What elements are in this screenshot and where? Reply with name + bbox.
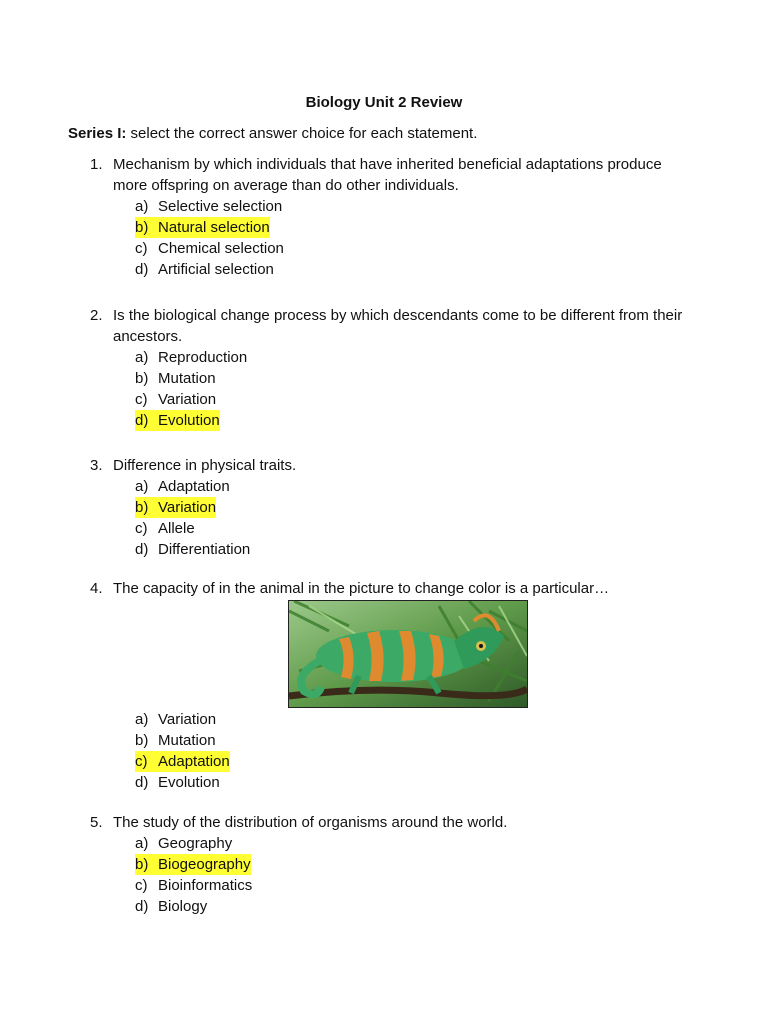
options-list	[135, 347, 690, 431]
option-c-correct	[135, 751, 690, 772]
option-letter: d)	[135, 261, 149, 278]
question-text: Is the biological change process by which descendants come to be different from their ancestors.	[113, 307, 683, 345]
options-list	[135, 833, 690, 917]
options-list	[135, 476, 690, 560]
question-3	[90, 455, 690, 560]
option-text: Selective selection	[158, 198, 283, 215]
option-letter: c)	[135, 520, 148, 537]
option-letter: c)	[135, 877, 148, 894]
option-a	[135, 347, 690, 368]
option-d	[135, 772, 690, 793]
option-letter: d)	[135, 774, 149, 791]
option-letter: c)	[135, 753, 148, 770]
option-text: Biology	[158, 898, 208, 915]
option-b-correct	[135, 497, 690, 518]
question-text: The study of the distribution of organisms around the world.	[113, 814, 508, 831]
option-letter: c)	[135, 240, 148, 257]
option-b-correct	[135, 217, 690, 238]
question-number: 1.	[90, 156, 103, 173]
question-4	[90, 578, 690, 599]
option-b-correct	[135, 854, 690, 875]
option-text: Adaptation	[158, 478, 230, 495]
chameleon-photo	[288, 600, 528, 708]
option-letter: b)	[135, 370, 149, 387]
series-label: Series I:	[68, 125, 127, 142]
option-letter: a)	[135, 835, 149, 852]
option-letter: d)	[135, 898, 149, 915]
option-letter: b)	[135, 499, 149, 516]
option-text: Variation	[158, 711, 217, 728]
option-text: Bioinformatics	[158, 877, 253, 894]
series-instruction	[68, 125, 477, 142]
option-text: Biogeography	[158, 856, 251, 873]
option-letter: d)	[135, 541, 149, 558]
series-instruction-text: select the correct answer choice for each statement.	[126, 125, 478, 142]
question-number: 5.	[90, 814, 103, 831]
option-d-correct	[135, 410, 690, 431]
chameleon-icon	[289, 601, 527, 707]
option-letter: c)	[135, 391, 148, 408]
option-d	[135, 259, 690, 280]
option-text: Allele	[158, 520, 195, 537]
option-text: Reproduction	[158, 349, 248, 366]
option-c	[135, 238, 690, 259]
option-text: Artificial selection	[158, 261, 274, 278]
option-text: Differentiation	[158, 541, 251, 558]
option-d	[135, 896, 690, 917]
options-list	[135, 196, 690, 280]
option-letter: b)	[135, 856, 149, 873]
option-d	[135, 539, 690, 560]
document-title: Biology Unit 2 Review	[305, 94, 463, 111]
question-text: The capacity of in the animal in the picture to change color is a particular…	[113, 580, 610, 597]
option-text: Natural selection	[158, 219, 270, 236]
option-b	[135, 730, 690, 751]
option-letter: a)	[135, 711, 149, 728]
option-letter: b)	[135, 219, 149, 236]
question-1	[90, 154, 690, 280]
option-b	[135, 368, 690, 389]
question-number: 3.	[90, 457, 103, 474]
question-5	[90, 812, 690, 917]
option-text: Chemical selection	[158, 240, 284, 257]
option-letter: a)	[135, 478, 149, 495]
option-text: Variation	[158, 391, 217, 408]
question-number: 2.	[90, 307, 103, 324]
option-a	[135, 833, 690, 854]
option-letter: b)	[135, 732, 149, 749]
option-a	[135, 709, 690, 730]
option-letter: a)	[135, 198, 149, 215]
option-text: Evolution	[158, 774, 220, 791]
question-text: Difference in physical traits.	[113, 457, 297, 474]
option-text: Evolution	[158, 412, 220, 429]
option-a	[135, 476, 690, 497]
option-text: Variation	[158, 499, 217, 516]
option-text: Geography	[158, 835, 233, 852]
option-c	[135, 389, 690, 410]
question-number: 4.	[90, 580, 103, 597]
option-c	[135, 518, 690, 539]
options-list	[135, 709, 690, 793]
option-letter: d)	[135, 412, 149, 429]
option-c	[135, 875, 690, 896]
option-text: Mutation	[158, 370, 216, 387]
option-a	[135, 196, 690, 217]
question-4-options	[90, 709, 690, 793]
option-letter: a)	[135, 349, 149, 366]
question-2	[90, 305, 690, 431]
option-text: Adaptation	[158, 753, 230, 770]
option-text: Mutation	[158, 732, 216, 749]
question-text: Mechanism by which individuals that have inherited beneficial adaptations produce more offspring on average than do other individuals.	[113, 156, 662, 194]
